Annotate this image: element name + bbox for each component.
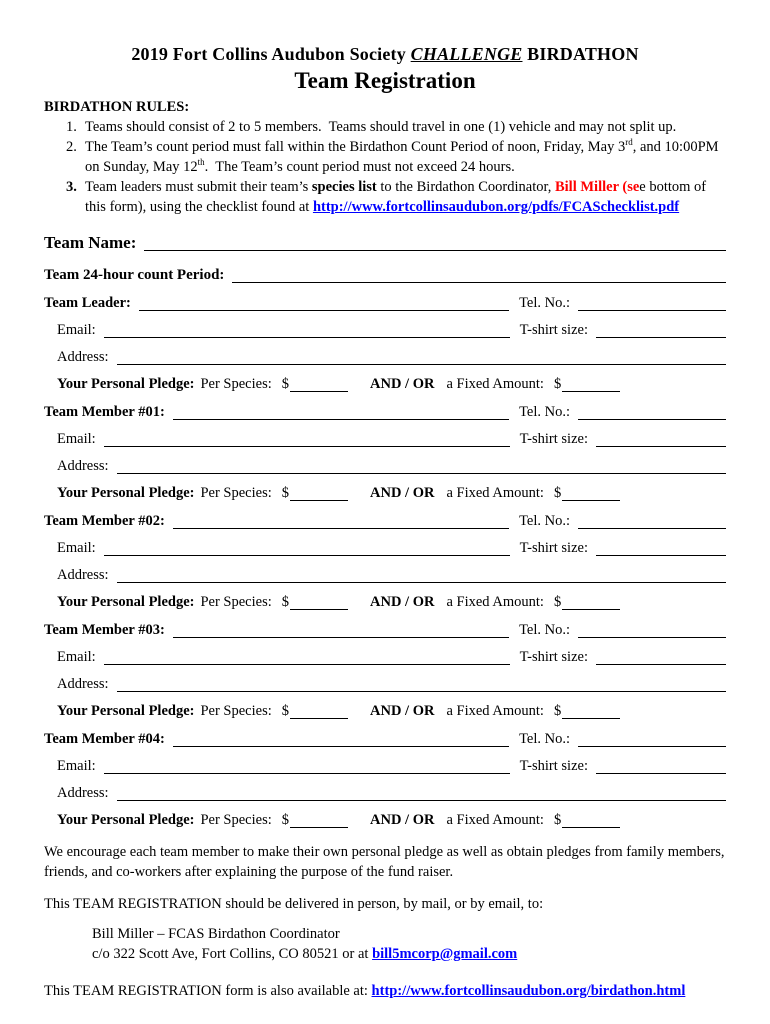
address-row [44, 566, 726, 585]
and-or-label: AND / OR [370, 594, 435, 610]
delivery-instructions: This TEAM REGISTRATION should be delivered in person, by mail, or by email, to: [44, 896, 544, 912]
address-blank [117, 571, 726, 583]
form-availability-line [44, 981, 726, 1001]
rule-item-3 [44, 177, 726, 217]
tel-group [519, 403, 726, 422]
address-label: Address: [57, 785, 109, 801]
tshirt-group [520, 757, 726, 776]
email-label: Email: [57, 431, 96, 447]
member-name-row [44, 403, 726, 422]
tshirt-group [520, 648, 726, 667]
team-member-02-section [44, 512, 726, 612]
count-period-label: Team 24-hour count Period: [44, 267, 225, 283]
title-challenge-word: CHALLENGE [410, 44, 523, 64]
tshirt-group [520, 430, 726, 449]
pledge-row [44, 702, 726, 721]
email-label: Email: [57, 540, 96, 556]
email-label: Email: [57, 322, 96, 338]
email-blank [104, 326, 510, 338]
tshirt-group [520, 539, 726, 558]
address-label: Address: [57, 567, 109, 583]
email-row [44, 539, 726, 558]
member-label: Team Leader: [44, 295, 131, 311]
per-species-blank [290, 707, 348, 719]
tshirt-group [520, 321, 726, 340]
address-label: Address: [57, 458, 109, 474]
tel-label: Tel. No.: [519, 622, 570, 638]
address-blank [117, 680, 726, 692]
and-or-label: AND / OR [370, 703, 435, 719]
rule-2-seg3: . The Team’s count period must not exceed 24 hours. [204, 159, 515, 175]
tshirt-label: T-shirt size: [519, 758, 588, 774]
email-blank [104, 653, 510, 665]
rule-3-seg2: to the Birdathon Coordinator, [376, 179, 555, 195]
tshirt-label: T-shirt size: [519, 322, 588, 338]
rule-3-coordinator-name-red: Bill Miller (se [554, 179, 640, 195]
member-name-blank [173, 626, 509, 638]
rule-2-text [85, 137, 726, 177]
pledge-label: Your Personal Pledge: [57, 703, 195, 719]
rule-2-superscript-rd: rd [625, 137, 633, 148]
tshirt-label: T-shirt size: [519, 540, 588, 556]
coordinator-email-link[interactable]: bill5mcorp@gmail.com [372, 946, 518, 962]
fixed-amount-label: a Fixed Amount: [446, 594, 544, 610]
tshirt-label: T-shirt size: [519, 431, 588, 447]
title-suffix: BIRDATHON [522, 44, 639, 64]
pledge-label: Your Personal Pledge: [57, 376, 195, 392]
team-member-03-section [44, 621, 726, 721]
tel-group [519, 730, 726, 749]
rules-heading: BIRDATHON RULES: [44, 99, 190, 115]
member-name-blank [173, 517, 509, 529]
pledge-encouragement-paragraph: We encourage each team member to make their own personal pledge as well as obtain pledges from family members, friends, and co-workers after explaining the purpose of the fund raiser. [44, 844, 725, 880]
address-row [44, 348, 726, 367]
tel-blank [578, 408, 726, 420]
rule-2-seg2: , and 10:00PM on Sunday, May 12 [85, 139, 723, 175]
per-species-label: Per Species: [200, 812, 272, 828]
rule-2-superscript-th: th [197, 157, 205, 168]
email-label: Email: [57, 758, 96, 774]
checklist-link[interactable]: http://www.fortcollinsaudubon.org/pdfs/FCASchecklist.pdf [312, 199, 680, 215]
tel-group [519, 512, 726, 531]
team-name-blank [144, 239, 726, 251]
member-name-blank [173, 735, 509, 747]
and-or-label: AND / OR [370, 376, 435, 392]
dollar-sign: $ [553, 812, 562, 828]
dollar-sign: $ [281, 376, 289, 392]
tel-group [519, 621, 726, 640]
coordinator-contact-block [44, 924, 726, 964]
tel-blank [578, 735, 726, 747]
member-label: Team Member #02: [44, 513, 165, 529]
email-row [44, 430, 726, 449]
tel-label: Tel. No.: [519, 731, 570, 747]
rule-3-species-list-emphasis: species list [311, 179, 377, 195]
address-blank [117, 789, 726, 801]
fixed-amount-label: a Fixed Amount: [446, 812, 544, 828]
member-name-blank [139, 299, 509, 311]
fixed-amount-label: a Fixed Amount: [446, 376, 544, 392]
per-species-blank [290, 598, 348, 610]
member-label: Team Member #04: [44, 731, 165, 747]
tel-blank [578, 517, 726, 529]
tel-blank [578, 299, 726, 311]
pledge-label: Your Personal Pledge: [57, 485, 195, 501]
rule-1-text: Teams should consist of 2 to 5 members. Teams should travel in one (1) vehicle and may not split up. [85, 119, 677, 135]
dollar-sign: $ [553, 376, 562, 392]
team-name-row [44, 232, 726, 254]
coordinator-name-line: Bill Miller – FCAS Birdathon Coordinator [92, 926, 340, 942]
rule-3-seg3: e bottom of this form), using the checklist found at [85, 179, 710, 215]
rule-2-number: 2. [66, 139, 77, 155]
fixed-amount-label: a Fixed Amount: [446, 485, 544, 501]
fixed-amount-blank [562, 380, 620, 392]
form-availability-text: This TEAM REGISTRATION form is also available at: [44, 983, 372, 999]
member-name-row [44, 512, 726, 531]
email-row [44, 757, 726, 776]
pledge-row [44, 375, 726, 394]
dollar-sign: $ [553, 594, 562, 610]
rule-3-number: 3. [66, 179, 77, 195]
tshirt-blank [596, 762, 726, 774]
rule-3-seg1: Team leaders must submit their team’s [85, 179, 312, 195]
rule-item-2 [44, 137, 726, 177]
member-name-blank [173, 408, 509, 420]
address-blank [117, 353, 726, 365]
fixed-amount-blank [562, 489, 620, 501]
address-label: Address: [57, 349, 109, 365]
email-blank [104, 762, 510, 774]
dollar-sign: $ [281, 703, 289, 719]
email-blank [104, 435, 510, 447]
count-period-blank [232, 271, 726, 283]
email-row [44, 648, 726, 667]
tshirt-label: T-shirt size: [519, 649, 588, 665]
per-species-label: Per Species: [200, 703, 272, 719]
member-label: Team Member #03: [44, 622, 165, 638]
member-name-row [44, 730, 726, 749]
pledge-label: Your Personal Pledge: [57, 812, 195, 828]
dollar-sign: $ [281, 812, 289, 828]
tel-label: Tel. No.: [519, 513, 570, 529]
count-period-row [44, 265, 726, 285]
fixed-amount-label: a Fixed Amount: [446, 703, 544, 719]
dollar-sign: $ [553, 703, 562, 719]
rule-item-1 [44, 117, 726, 137]
rule-3-text [85, 177, 726, 217]
per-species-label: Per Species: [200, 376, 272, 392]
per-species-label: Per Species: [200, 594, 272, 610]
address-label: Address: [57, 676, 109, 692]
birdathon-page-link[interactable]: http://www.fortcollinsaudubon.org/birdathon.html [371, 983, 686, 999]
per-species-blank [290, 380, 348, 392]
member-label: Team Member #01: [44, 404, 165, 420]
pledge-row [44, 811, 726, 830]
address-row [44, 457, 726, 476]
and-or-label: AND / OR [370, 812, 435, 828]
dollar-sign: $ [281, 485, 289, 501]
team-name-label: Team Name: [44, 233, 137, 252]
dollar-sign: $ [553, 485, 562, 501]
tshirt-blank [596, 544, 726, 556]
member-name-row [44, 621, 726, 640]
coordinator-address-line [92, 944, 726, 964]
team-leader-section [44, 294, 726, 394]
per-species-label: Per Species: [200, 485, 272, 501]
document-title [44, 44, 726, 65]
pledge-row [44, 484, 726, 503]
tshirt-blank [596, 435, 726, 447]
tel-blank [578, 626, 726, 638]
tel-group [519, 294, 726, 313]
tshirt-blank [596, 326, 726, 338]
dollar-sign: $ [281, 594, 289, 610]
email-blank [104, 544, 510, 556]
title-prefix: 2019 Fort Collins Audubon Society [131, 44, 411, 64]
and-or-label: AND / OR [370, 485, 435, 501]
address-row [44, 675, 726, 694]
document-subtitle: Team Registration [294, 68, 476, 93]
member-name-row [44, 294, 726, 313]
team-member-04-section [44, 730, 726, 830]
tshirt-blank [596, 653, 726, 665]
tel-label: Tel. No.: [519, 295, 570, 311]
fixed-amount-blank [562, 707, 620, 719]
fixed-amount-blank [562, 816, 620, 828]
pledge-label: Your Personal Pledge: [57, 594, 195, 610]
coordinator-address-text: c/o 322 Scott Ave, Fort Collins, CO 80521 or at [92, 946, 373, 962]
team-member-01-section [44, 403, 726, 503]
per-species-blank [290, 489, 348, 501]
fixed-amount-blank [562, 598, 620, 610]
rule-2-seg1: The Team’s count period must fall within the Birdathon Count Period of noon, Friday, May 3 [85, 139, 626, 155]
rule-1-number: 1. [66, 119, 77, 135]
address-blank [117, 462, 726, 474]
email-label: Email: [57, 649, 96, 665]
email-row [44, 321, 726, 340]
tel-label: Tel. No.: [519, 404, 570, 420]
address-row [44, 784, 726, 803]
per-species-blank [290, 816, 348, 828]
pledge-row [44, 593, 726, 612]
